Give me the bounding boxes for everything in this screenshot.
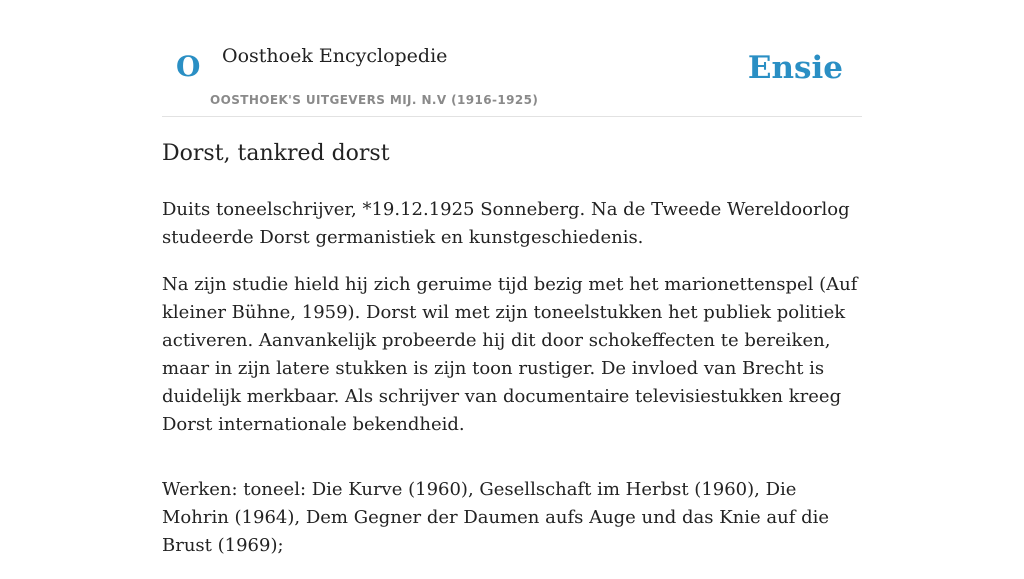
- publisher-subtitle: OOSTHOEK'S UITGEVERS MIJ. N.V (1916-1925): [210, 93, 539, 107]
- entry-title: Dorst, tankred dorst: [162, 141, 390, 166]
- entry-content: [162, 138, 862, 579]
- encyclopedia-logo[interactable]: O: [176, 50, 201, 83]
- entry-paragraph-career: Na zijn studie hield hij zich geruime tijd bezig met het marionettenspel (Auf kleiner Bühne, 1959). Dorst wil met zijn toneelstukken het publiek politiek activeren. Aanvankelijk probeerde hij dit door schokeffecten te bereiken, maar in zijn latere stukken is zijn toon rustiger. De invloed van Brecht is duidelijk merkbaar. Als schrijver van documentaire televisiestukken kreeg Dorst internationale bekendheid.: [162, 274, 858, 435]
- ensie-brand-link[interactable]: Ensie: [747, 50, 843, 86]
- site-header: [162, 0, 862, 117]
- entry-paragraph-intro: Duits toneelschrijver, *19.12.1925 Sonneberg. Na de Tweede Wereldoorlog studeerde Dorst germanistiek en kunstgeschiedenis.: [162, 199, 850, 248]
- encyclopedia-title[interactable]: Oosthoek Encyclopedie: [222, 45, 448, 67]
- entry-paragraph-works: Werken: toneel: Die Kurve (1960), Gesellschaft im Herbst (1960), Die Mohrin (1964), Dem Gegner der Daumen aufs Auge und das Knie auf die Brust (1969);: [162, 479, 830, 556]
